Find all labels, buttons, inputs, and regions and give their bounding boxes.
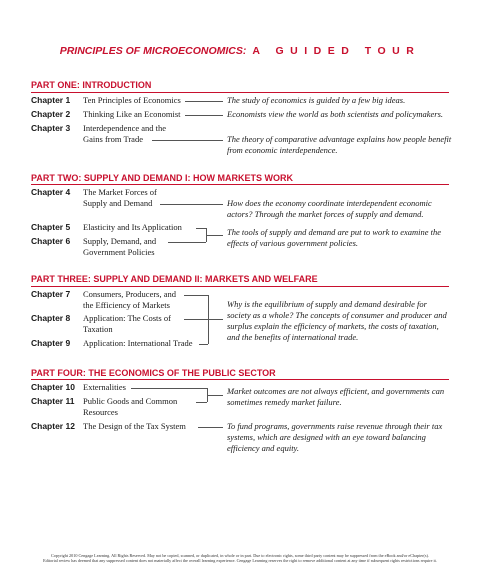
part-three-desc-line-1: Why is the equilibrium of supply and demand desirable for — [227, 299, 427, 309]
connector-line — [198, 427, 223, 428]
part-two-desc-2-line-2: effects of various government policies. — [227, 238, 359, 248]
chapter-4-title-line-1: The Market Forces of — [83, 187, 157, 197]
chapter-9-number: Chapter 9 — [31, 338, 71, 348]
chapter-10-title: Externalities — [83, 382, 126, 392]
part-two-desc-2-line-1: The tools of supply and demand are put to work to examine the — [227, 227, 442, 237]
connector-line — [207, 395, 223, 396]
chapter-3-title-line-1: Interdependence and the — [83, 123, 167, 133]
part-three-heading: PART THREE: SUPPLY AND DEMAND II: MARKETS AND WELFARE — [31, 274, 318, 284]
copyright-footer-line-2: Editorial review has deemed that any suppressed content does not materially affect the overall learning experience. Cengage Learning reserves the right to remove additional content at any time if subsequent rights restrictions require it. — [43, 558, 437, 563]
chapter-7-title-line-1: Consumers, Producers, and — [83, 289, 177, 299]
connector-line — [160, 204, 223, 205]
chapter-8-number: Chapter 8 — [31, 313, 71, 323]
connector-line — [185, 101, 223, 102]
chapter-12-number: Chapter 12 — [31, 421, 75, 431]
bracket-line — [199, 344, 208, 345]
bracket-line — [184, 319, 208, 320]
chapter-1-title: Ten Principles of Economics — [83, 95, 181, 105]
page-title — [0, 45, 480, 57]
connector-line — [152, 140, 223, 141]
part-four-desc-2-line-3: efficiency and equity. — [227, 443, 299, 453]
chapter-5-number: Chapter 5 — [31, 222, 71, 232]
chapter-11-title-line-1: Public Goods and Common — [83, 396, 178, 406]
part-four-rule — [31, 379, 449, 380]
chapter-11-title-line-2: Resources — [83, 407, 118, 417]
part-one-desc-2: Economists view the world as both scientists and policymakers. — [227, 109, 444, 119]
chapter-3-title-line-2: Gains from Trade — [83, 134, 143, 144]
part-one-desc-1: The study of economics is guided by a few big ideas. — [227, 95, 406, 105]
chapter-10-number: Chapter 10 — [31, 382, 75, 392]
part-four-desc-2-line-1: To fund programs, governments raise revenue through their tax — [227, 421, 443, 431]
bracket-line — [196, 402, 207, 403]
chapter-12-title: The Design of the Tax System — [83, 421, 186, 431]
chapter-6-title-line-2: Government Policies — [83, 247, 155, 257]
part-four-heading: PART FOUR: THE ECONOMICS OF THE PUBLIC SECTOR — [31, 368, 276, 378]
connector-line — [206, 235, 223, 236]
part-one-desc-3-line-1: The theory of comparative advantage explains how people benefit — [227, 134, 452, 144]
part-two-heading: PART TWO: SUPPLY AND DEMAND I: HOW MARKETS WORK — [31, 173, 293, 183]
part-three-rule — [31, 286, 449, 287]
chapter-9-title: Application: International Trade — [83, 338, 193, 348]
chapter-7-number: Chapter 7 — [31, 289, 71, 299]
part-three-desc-line-4: and the benefits of international trade. — [227, 332, 359, 342]
part-two-rule — [31, 184, 449, 185]
bracket-line — [131, 388, 207, 389]
chapter-2-title: Thinking Like an Economist — [83, 109, 181, 119]
guided-tour-title: A GUIDED TOUR — [252, 45, 421, 57]
chapter-1-number: Chapter 1 — [31, 95, 71, 105]
chapter-6-title-line-1: Supply, Demand, and — [83, 236, 157, 246]
part-three-desc-line-3: surplus explain the efficiency of markets, the costs of taxation, — [227, 321, 439, 331]
connector-line — [185, 115, 223, 116]
chapter-4-title-line-2: Supply and Demand — [83, 198, 153, 208]
connector-line — [208, 319, 223, 320]
part-one-heading: PART ONE: INTRODUCTION — [31, 80, 152, 90]
part-two-desc-1-line-2: actors? Through the market forces of supply and demand. — [227, 209, 424, 219]
chapter-3-number: Chapter 3 — [31, 123, 71, 133]
part-two-desc-1-line-1: How does the economy coordinate interdependent economic — [227, 198, 432, 208]
chapter-4-number: Chapter 4 — [31, 187, 71, 197]
chapter-5-title: Elasticity and Its Application — [83, 222, 182, 232]
part-one-desc-3-line-2: from economic interdependence. — [227, 145, 338, 155]
book-title: PRINCIPLES OF MICROECONOMICS: — [59, 45, 247, 57]
bracket-line — [196, 228, 206, 229]
chapter-7-title-line-2: the Efficiency of Markets — [83, 300, 170, 310]
bracket-line — [168, 242, 206, 243]
part-three-desc-line-2: society as a whole? The concepts of consumer and producer and — [227, 310, 447, 320]
copyright-footer-line-1: Copyright 2010 Cengage Learning. All Rights Reserved. May not be copied, scanned, or duplicated, in whole or in part. Due to electronic rights, some third party content may be suppressed from the eBook and/or eChapter(s). — [51, 553, 429, 558]
chapter-11-number: Chapter 11 — [31, 396, 75, 406]
chapter-8-title-line-2: Taxation — [83, 324, 113, 334]
chapter-8-title-line-1: Application: The Costs of — [83, 313, 171, 323]
part-four-desc-1-line-1: Market outcomes are not always efficient, and governments can — [227, 386, 445, 396]
part-four-desc-2-line-2: systems, which are designed with an eye toward balancing — [227, 432, 426, 442]
part-four-desc-1-line-2: sometimes remedy market failure. — [227, 397, 342, 407]
bracket-line — [184, 295, 208, 296]
part-one-rule — [31, 92, 449, 93]
chapter-2-number: Chapter 2 — [31, 109, 71, 119]
chapter-6-number: Chapter 6 — [31, 236, 71, 246]
